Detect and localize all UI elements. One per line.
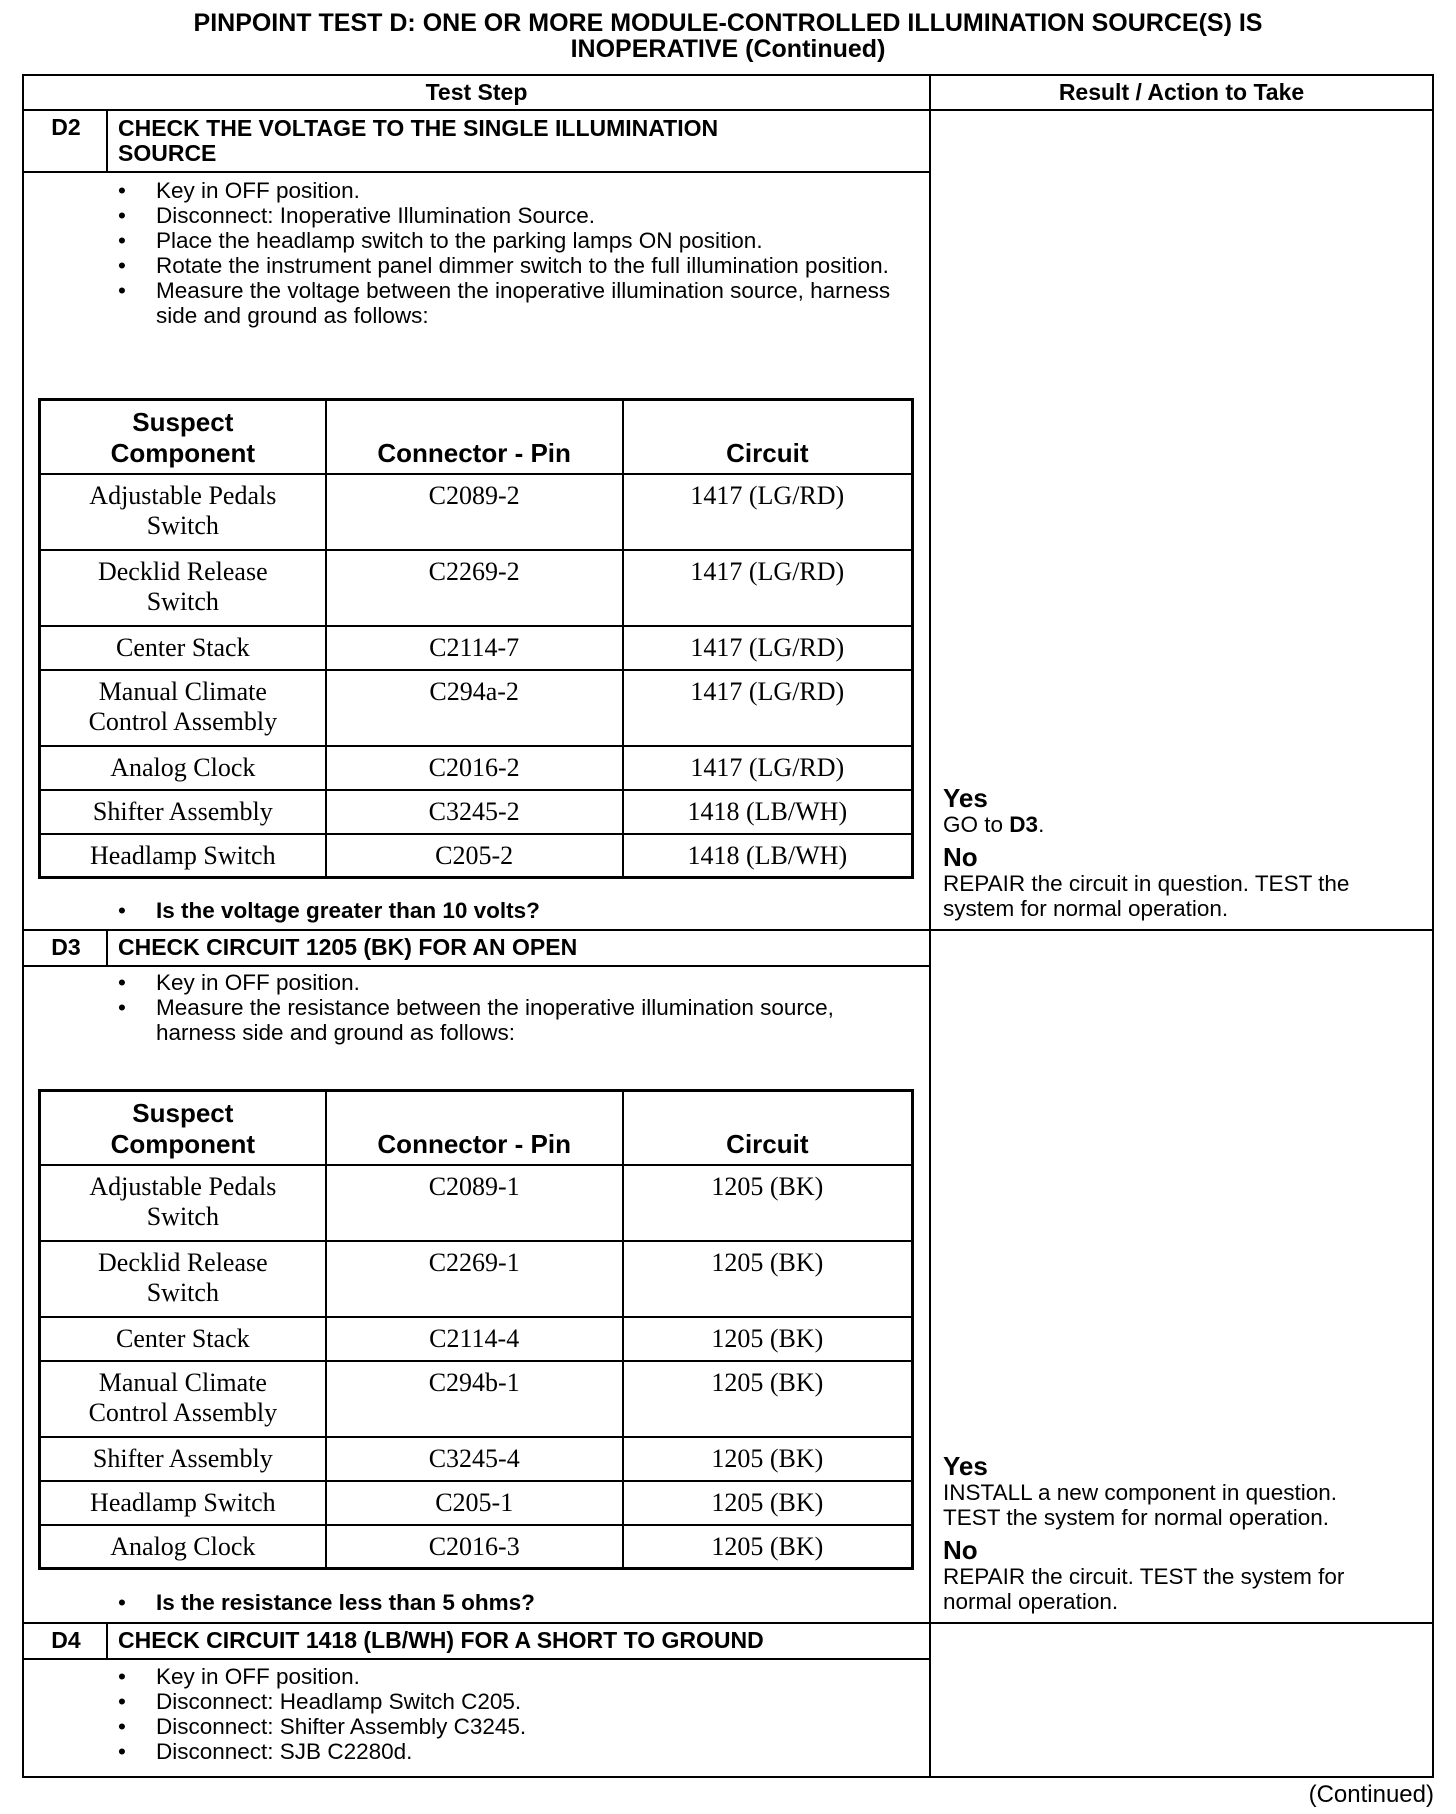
circuit-cell: 1418 (LB/WH) bbox=[623, 834, 913, 878]
component-cell: Center Stack bbox=[40, 626, 326, 670]
result-d3-no-line2: normal operation. bbox=[943, 1589, 1119, 1614]
step-title-divider-d3 bbox=[22, 965, 930, 967]
connector-pin-cell: C205-1 bbox=[326, 1481, 623, 1525]
step-title-d3: CHECK CIRCUIT 1205 (BK) FOR AN OPEN bbox=[118, 934, 578, 960]
connector-pin-cell: C294a-2 bbox=[326, 670, 623, 746]
table-row bbox=[40, 626, 913, 670]
step-id-divider-d2 bbox=[106, 110, 108, 172]
component-cell: Shifter Assembly bbox=[40, 1437, 326, 1481]
result-d2-yes-action bbox=[943, 812, 1433, 837]
column-header-connector-pin: Connector - Pin bbox=[326, 1091, 623, 1165]
table-row bbox=[40, 1165, 913, 1241]
table-row bbox=[40, 550, 913, 626]
connector-pin-cell: C3245-2 bbox=[326, 790, 623, 834]
column-header-component-line2: Component bbox=[110, 1128, 256, 1159]
step-title-d4: CHECK CIRCUIT 1418 (LB/WH) FOR A SHORT TO GROUND bbox=[118, 1627, 764, 1653]
result-d2-yes-target: D3 bbox=[1009, 812, 1039, 837]
continued-label: (Continued) bbox=[1308, 1781, 1434, 1808]
component-name: Decklid Release bbox=[98, 1247, 268, 1277]
step-title-d2 bbox=[118, 116, 718, 166]
column-header-circuit: Circuit bbox=[623, 1091, 913, 1165]
circuit-cell: 1205 (BK) bbox=[623, 1437, 913, 1481]
instructions-d3 bbox=[118, 970, 848, 1045]
component-name: Decklid Release bbox=[97, 556, 268, 586]
result-d3-no-label: No bbox=[943, 1535, 978, 1565]
list-item: • Rotate the instrument panel dimmer switch to the full illumination position. bbox=[118, 253, 898, 278]
component-name-line2: Switch bbox=[146, 1201, 219, 1231]
list-item: • Place the headlamp switch to the parking lamps ON position. bbox=[118, 228, 898, 253]
connector-pin-cell: C2269-2 bbox=[326, 550, 623, 626]
result-d3-yes-label: Yes bbox=[943, 1451, 988, 1481]
connector-pin-cell: C2016-2 bbox=[326, 746, 623, 790]
connector-pin-cell: C3245-4 bbox=[326, 1437, 623, 1481]
component-cell: Analog Clock bbox=[40, 746, 326, 790]
column-header-component bbox=[40, 1091, 326, 1165]
step-id-divider-d4 bbox=[106, 1623, 108, 1659]
result-d2-yes-label: Yes bbox=[943, 783, 988, 813]
circuit-cell: 1417 (LG/RD) bbox=[623, 670, 913, 746]
circuit-cell: 1418 (LB/WH) bbox=[623, 790, 913, 834]
step-id-divider-d3 bbox=[106, 930, 108, 966]
component-cell: Headlamp Switch bbox=[40, 1481, 326, 1525]
column-header-component-line1: Suspect bbox=[132, 406, 234, 437]
component-cell bbox=[40, 1361, 326, 1437]
circuit-cell: 1205 (BK) bbox=[623, 1361, 913, 1437]
component-name-line2: Control Assembly bbox=[88, 1397, 278, 1427]
connector-pin-cell: C2089-2 bbox=[326, 474, 623, 550]
table-row bbox=[40, 1317, 913, 1361]
component-cell: Shifter Assembly bbox=[40, 790, 326, 834]
question-d2-text: Is the voltage greater than 10 volts? bbox=[156, 898, 540, 923]
list-item: • Disconnect: Shifter Assembly C3245. bbox=[118, 1714, 898, 1739]
instructions-d2 bbox=[118, 178, 898, 328]
component-name: Manual Climate bbox=[98, 1367, 267, 1397]
circuit-cell: 1417 (LG/RD) bbox=[623, 626, 913, 670]
result-d2-yes-text: GO to bbox=[943, 812, 1004, 837]
circuit-cell: 1205 (BK) bbox=[623, 1165, 913, 1241]
header-result-action: Result / Action to Take bbox=[1058, 79, 1305, 105]
table-row bbox=[40, 474, 913, 550]
connector-pin-cell: C294b-1 bbox=[326, 1361, 623, 1437]
column-header-component-line2: Component bbox=[110, 437, 256, 468]
table-row bbox=[40, 1525, 913, 1569]
column-header-component-line1: Suspect bbox=[132, 1097, 234, 1128]
component-name: Manual Climate bbox=[98, 676, 267, 706]
component-cell bbox=[40, 1241, 326, 1317]
result-d2-yes-suffix: . bbox=[1038, 812, 1045, 837]
result-d2 bbox=[943, 784, 1433, 921]
result-d3 bbox=[943, 1452, 1433, 1614]
connector-pin-cell: C205-2 bbox=[326, 834, 623, 878]
connector-pin-cell: C2114-4 bbox=[326, 1317, 623, 1361]
list-item: • Disconnect: SJB C2280d. bbox=[118, 1739, 898, 1764]
step-id-d2: D2 bbox=[51, 114, 81, 140]
table-header-row bbox=[40, 400, 913, 474]
result-d3-yes-line1: INSTALL a new component in question. bbox=[943, 1480, 1337, 1505]
list-item: • Disconnect: Inoperative Illumination Source. bbox=[118, 203, 898, 228]
list-item: • Key in OFF position. bbox=[118, 1664, 898, 1689]
bullet: • bbox=[118, 898, 126, 923]
result-d2-no-line1: REPAIR the circuit in question. TEST the bbox=[943, 871, 1350, 896]
table-header-row bbox=[40, 1091, 913, 1165]
result-d3-no-line1: REPAIR the circuit. TEST the system for bbox=[943, 1564, 1345, 1589]
connector-pin-cell: C2269-1 bbox=[326, 1241, 623, 1317]
column-header-circuit: Circuit bbox=[623, 400, 913, 474]
question-d3-text: Is the resistance less than 5 ohms? bbox=[156, 1590, 535, 1615]
table-row bbox=[40, 1437, 913, 1481]
table-row bbox=[40, 1361, 913, 1437]
component-name-line2: Switch bbox=[146, 1277, 219, 1307]
list-item: • Measure the resistance between the inoperative illumination source, harness side and ground as follows: bbox=[118, 995, 848, 1045]
list-item: • Disconnect: Headlamp Switch C205. bbox=[118, 1689, 898, 1714]
circuit-cell: 1417 (LG/RD) bbox=[623, 746, 913, 790]
instructions-d4 bbox=[118, 1664, 898, 1764]
result-d2-no-label: No bbox=[943, 842, 978, 872]
step-id-d3: D3 bbox=[51, 934, 81, 960]
component-name-line2: Switch bbox=[146, 586, 219, 616]
step-title-divider-d2 bbox=[22, 171, 930, 173]
connector-pin-cell: C2114-7 bbox=[326, 626, 623, 670]
step-divider-d2-d3 bbox=[22, 929, 1434, 931]
table-row bbox=[40, 834, 913, 878]
circuit-cell: 1205 (BK) bbox=[623, 1241, 913, 1317]
step-id-d4: D4 bbox=[51, 1627, 81, 1653]
question-d3 bbox=[118, 1590, 535, 1615]
component-cell bbox=[40, 550, 326, 626]
title-line-2: INOPERATIVE (Continued) bbox=[570, 35, 886, 63]
step-divider-d3-d4 bbox=[22, 1622, 1434, 1624]
circuit-cell: 1205 (BK) bbox=[623, 1525, 913, 1569]
component-cell: Headlamp Switch bbox=[40, 834, 326, 878]
column-header-connector-pin: Connector - Pin bbox=[326, 400, 623, 474]
component-name-line2: Switch bbox=[146, 510, 219, 540]
circuit-cell: 1417 (LG/RD) bbox=[623, 474, 913, 550]
circuit-cell: 1417 (LG/RD) bbox=[623, 550, 913, 626]
connector-table-d2 bbox=[38, 398, 914, 879]
component-name: Adjustable Pedals bbox=[89, 1171, 277, 1201]
column-divider bbox=[929, 74, 931, 1778]
result-d3-yes-line2: TEST the system for normal operation. bbox=[943, 1505, 1329, 1530]
component-name: Adjustable Pedals bbox=[89, 480, 277, 510]
list-item: • Key in OFF position. bbox=[118, 970, 848, 995]
table-row bbox=[40, 746, 913, 790]
component-cell: Center Stack bbox=[40, 1317, 326, 1361]
component-cell bbox=[40, 474, 326, 550]
connector-pin-cell: C2089-1 bbox=[326, 1165, 623, 1241]
list-item: • Measure the voltage between the inoperative illumination source, harness side and ground as follows: bbox=[118, 278, 898, 328]
component-cell: Analog Clock bbox=[40, 1525, 326, 1569]
step-title-d2-line2: SOURCE bbox=[118, 140, 217, 166]
header-test-step: Test Step bbox=[425, 79, 528, 105]
circuit-cell: 1205 (BK) bbox=[623, 1481, 913, 1525]
component-cell bbox=[40, 1165, 326, 1241]
bullet: • bbox=[118, 1590, 126, 1615]
table-row bbox=[40, 670, 913, 746]
component-cell bbox=[40, 670, 326, 746]
result-d2-no-line2: system for normal operation. bbox=[943, 896, 1229, 921]
step-title-divider-d4 bbox=[22, 1658, 930, 1660]
connector-table-d3 bbox=[38, 1089, 914, 1570]
table-row bbox=[40, 1241, 913, 1317]
circuit-cell: 1205 (BK) bbox=[623, 1317, 913, 1361]
header-divider bbox=[22, 109, 1434, 111]
connector-pin-cell: C2016-3 bbox=[326, 1525, 623, 1569]
table-row bbox=[40, 1481, 913, 1525]
table-row bbox=[40, 790, 913, 834]
page-title bbox=[0, 10, 1456, 62]
component-name-line2: Control Assembly bbox=[88, 706, 278, 736]
question-d2 bbox=[118, 898, 540, 923]
column-header-component bbox=[40, 400, 326, 474]
step-title-d2-line1: CHECK THE VOLTAGE TO THE SINGLE ILLUMINATION bbox=[118, 115, 719, 141]
list-item: • Key in OFF position. bbox=[118, 178, 898, 203]
title-line-1: PINPOINT TEST D: ONE OR MORE MODULE-CONTROLLED ILLUMINATION SOURCE(S) IS bbox=[193, 9, 1263, 37]
